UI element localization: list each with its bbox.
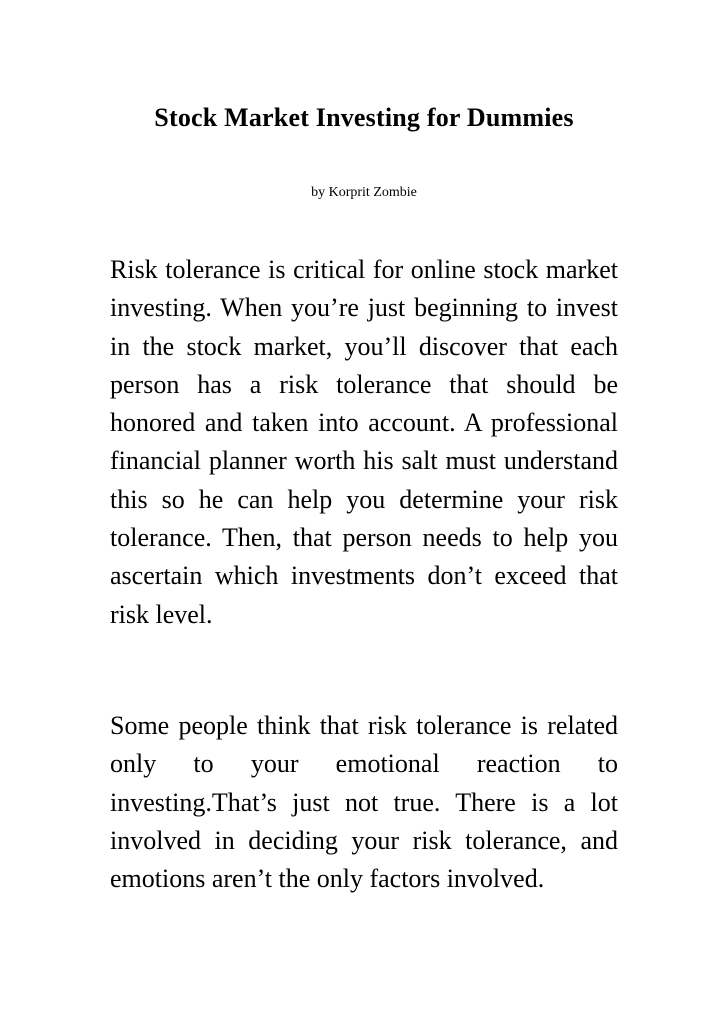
paragraph-emotional-reaction: Some people think that risk tolerance is related only to your emotional reaction to investing.That’s just not true. There is a lot involved in deciding your risk tolerance, and emotions aren’t the only factors involved. (110, 711, 618, 894)
document-title: Stock Market Investing for Dummies (154, 103, 574, 132)
document-byline: by Korprit Zombie (311, 185, 417, 200)
paragraph-risk-tolerance: Risk tolerance is critical for online stock market investing. When you’re just beginning to invest in the stock market, you’ll discover that each person has a risk tolerance that should be honored and taken into account. A professional financial planner worth his salt must understand this so he can help you determine your risk tolerance. Then, that person needs to help you ascertain which investments don’t exceed that risk level. (110, 255, 618, 629)
